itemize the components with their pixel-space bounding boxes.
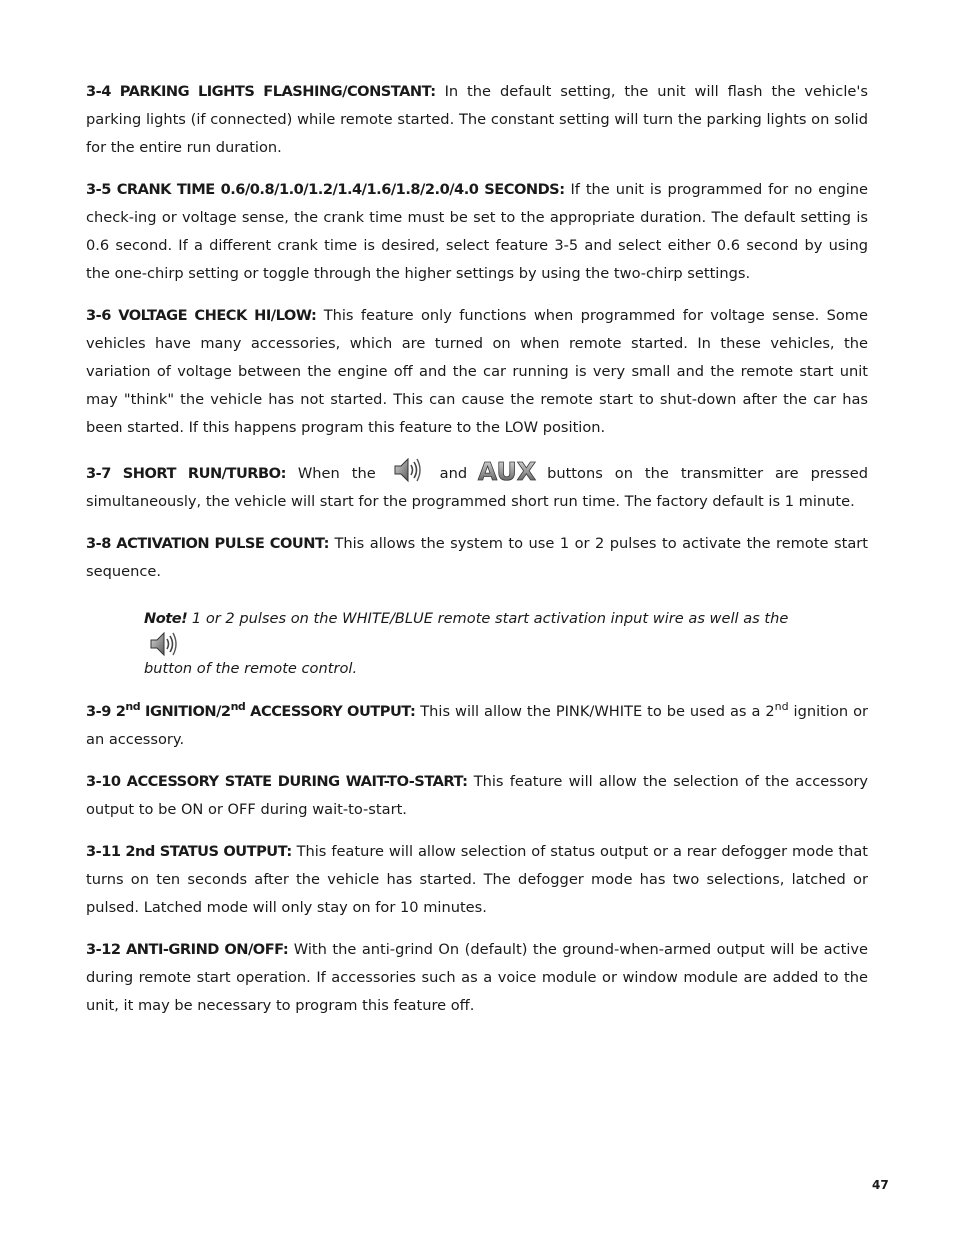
section-heading: 3-12 ANTI-GRIND ON/OFF: xyxy=(86,941,289,958)
note-label: Note! xyxy=(144,610,188,627)
section-heading: 3-8 ACTIVATION PULSE COUNT: xyxy=(86,535,329,552)
section-3-9 xyxy=(86,698,868,754)
section-body: In the default setting, the unit will flash the vehicle's parking lights (if connected) while remote started. The constant setting will turn the parking lights on solid for the entire run duration. xyxy=(86,83,868,156)
section-body: With the anti-grind On (default) the ground-when-armed output will be active during remote start operation. If accessories such as a voice module or window module are added to the unit, it may be necessary to program this feature off. xyxy=(86,941,869,1014)
section-body-part: This will allow the PINK/WHITE to be used as a 2 xyxy=(415,703,775,720)
aux-button-icon xyxy=(478,456,537,486)
heading-part: IGNITION/2 xyxy=(140,703,231,720)
speaker-icon xyxy=(392,456,422,484)
heading-part: 3-9 2 xyxy=(86,703,126,720)
section-body: This allows the system to use 1 or 2 pulses to activate the remote start sequence. xyxy=(86,535,868,580)
section-heading: 3-6 VOLTAGE CHECK HI/LOW: xyxy=(86,307,317,324)
section-3-6 xyxy=(86,302,868,442)
section-body: This feature will allow selection of status output or a rear defogger mode that turns on ten seconds after the vehicle has started. The defogger mode has two selections, latched or pulsed. Latched mode will only stay on for 10 minutes. xyxy=(86,843,869,916)
page-number: 47 xyxy=(872,1178,889,1192)
note-body-part: button of the remote control. xyxy=(144,660,358,677)
section-body: This feature only functions when programmed for voltage sense. Some vehicles have many accessories, which are turned on when remote started. In these vehicles, the variation of voltage between the engine off and the car running is very small and the remote start unit may "think" the vehicle has not started. This can cause the remote start to shut-down after the car has been started. If this happens program this feature to the LOW position. xyxy=(86,307,868,436)
section-3-11 xyxy=(86,838,868,922)
section-3-4 xyxy=(86,78,868,162)
superscript: nd xyxy=(230,700,246,713)
section-3-5 xyxy=(86,176,868,288)
section-body: This feature will allow the selection of the accessory output to be ON or OFF during wait-to-start. xyxy=(86,773,869,818)
note-body-part: 1 or 2 pulses on the WHITE/BLUE remote start activation input wire as well as the xyxy=(187,610,789,627)
section-3-12 xyxy=(86,936,868,1020)
superscript: nd xyxy=(774,700,789,713)
section-heading: 3-10 ACCESSORY STATE DURING WAIT-TO-START: xyxy=(86,773,468,790)
speaker-icon xyxy=(148,630,178,658)
section-heading: 3-11 2nd STATUS OUTPUT: xyxy=(86,843,292,860)
note-block xyxy=(144,608,812,680)
section-heading: 3-4 PARKING LIGHTS FLASHING/CONSTANT: xyxy=(86,83,436,100)
section-body-part: buttons on the transmitter are pressed simultaneously, the vehicle will start for the programmed short run time. The factory default is 1 minute. xyxy=(86,465,868,510)
aux-icon-text: AUX xyxy=(478,457,537,486)
section-body-part: ignition or an accessory. xyxy=(86,703,868,748)
section-heading xyxy=(86,700,416,720)
section-body-part: and xyxy=(427,465,480,482)
section-3-10 xyxy=(86,768,868,824)
superscript: nd xyxy=(125,700,141,713)
section-body-part: When the xyxy=(285,465,388,482)
section-body: If the unit is programmed for no engine check-ing or voltage sense, the crank time must be set to the appropriate duration. The default setting is 0.6 second. If a different crank time is desired, select feature 3-5 and select either 0.6 second by using the one-chirp setting or toggle through the higher settings by using the two-chirp settings. xyxy=(86,181,868,282)
section-3-8 xyxy=(86,530,868,586)
section-heading: 3-5 CRANK TIME 0.6/0.8/1.0/1.2/1.4/1.6/1.8/2.0/4.0 SECONDS: xyxy=(86,181,565,198)
section-3-7 xyxy=(86,456,868,516)
manual-page xyxy=(86,78,868,1034)
heading-part: ACCESSORY OUTPUT: xyxy=(245,703,416,720)
section-heading: 3-7 SHORT RUN/TURBO: xyxy=(86,465,286,482)
